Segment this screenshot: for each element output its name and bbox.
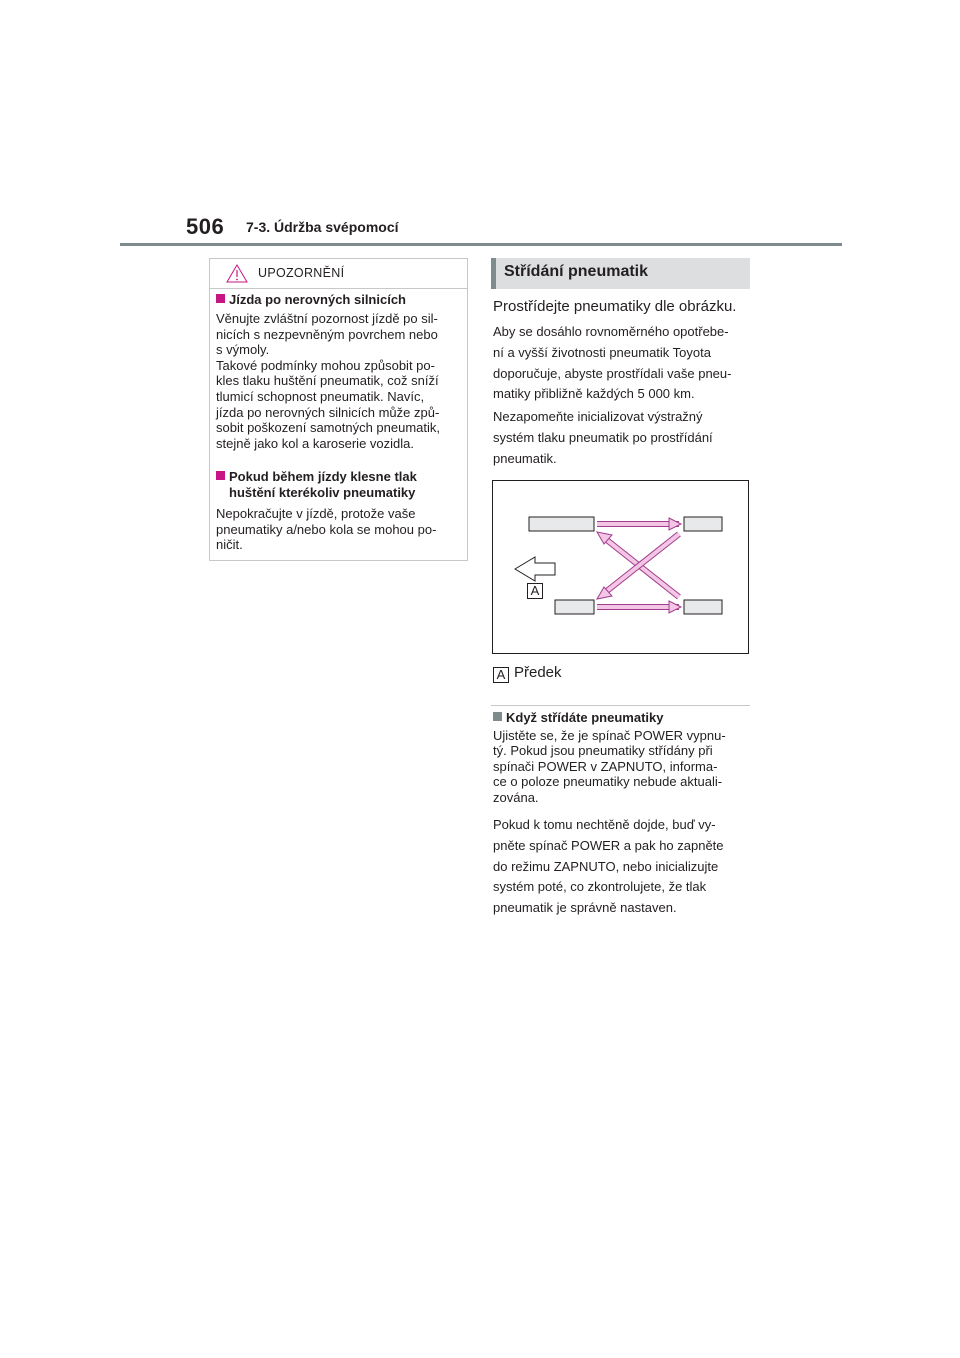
rotation-diagram-svg (493, 481, 748, 653)
caution-text-pressure-drop: Nepokračujte v jízdě, protože vaše pneumatiky a/nebo kola se mohou po- ničit. (216, 506, 437, 553)
tire-rotation-diagram (492, 480, 749, 654)
tire-front-right (684, 517, 722, 531)
caution-title: UPOZORNĚNÍ (258, 266, 345, 280)
tire-rear-left (555, 600, 594, 614)
diagram-legend (493, 664, 562, 683)
page-number: 506 (186, 214, 225, 239)
section-heading-tire-rotation: Střídání pneumatik (491, 258, 750, 289)
caution-text-rough-roads: Věnujte zvláštní pozornost jízdě po sil- nicích s nezpevněným povrchem nebo s výmoly. Takové podmínky mohou způsobit po- kles tlaku huštění pneumatik, což sníží tlumicí schopnost pneumatik. Navíc, jízda po nerovných silnicích může způ- sobit poškození samotných pneumatik, stejně jako kol a karoserie vozidla. (216, 311, 441, 451)
rotation-arrow-front (597, 518, 681, 530)
magenta-square-bullet-icon (216, 471, 225, 480)
section-breadcrumb: 7-3. Údržba svépomocí (246, 219, 399, 235)
magenta-square-bullet-icon (216, 294, 225, 303)
diagram-label-a: A (527, 583, 543, 599)
rotation-lead-text: Prostřídejte pneumatiky dle obrázku. (493, 298, 737, 315)
caution-header (210, 259, 467, 289)
rotation-paragraph-2: Nezapomeňte inicializovat výstražný systém tlaku pneumatik po prostřídání pneumatik. (493, 409, 713, 466)
header-divider (120, 243, 842, 246)
note-paragraph-2: Pokud k tomu nechtěně dojde, buď vy- pněte spínač POWER a pak ho zapněte do režimu ZAPNUTO, nebo inicializujte systém poté, co zkontrolujete, že tlak pneumatik je správně nastaven. (493, 817, 724, 916)
note-divider (491, 705, 750, 706)
tire-front-left (529, 517, 594, 531)
caution-subheading-rough-roads: Jízda po nerovných silnicích (216, 292, 449, 308)
warning-triangle-icon (226, 264, 248, 283)
caution-box (209, 258, 468, 561)
gray-square-bullet-icon (493, 712, 502, 721)
front-direction-arrow-icon (515, 557, 555, 581)
note-paragraph-1: Ujistěte se, že je spínač POWER vypnu- tý. Pokud jsou pneumatiky střídány při spínači POWER v ZAPNUTO, informa- ce o poloze pneumatiky nebude aktuali- zována. (493, 728, 726, 805)
note-subheading: Když střídáte pneumatiky (493, 710, 664, 725)
legend-label-a: A (493, 667, 509, 683)
caution-subheading-pressure-drop: Pokud během jízdy klesne tlak huštění kterékoliv pneumatiky (216, 469, 449, 501)
tire-rear-right (684, 600, 722, 614)
rotation-paragraph-1: Aby se dosáhlo rovnoměrného opotřebe- ní a vyšší životnosti pneumatik Toyota doporučuje, abyste prostřídali vaše pneu- matiky přibližně každých 5 000 km. (493, 324, 732, 402)
legend-text: Předek (514, 664, 562, 681)
rotation-arrow-rear (597, 601, 681, 613)
